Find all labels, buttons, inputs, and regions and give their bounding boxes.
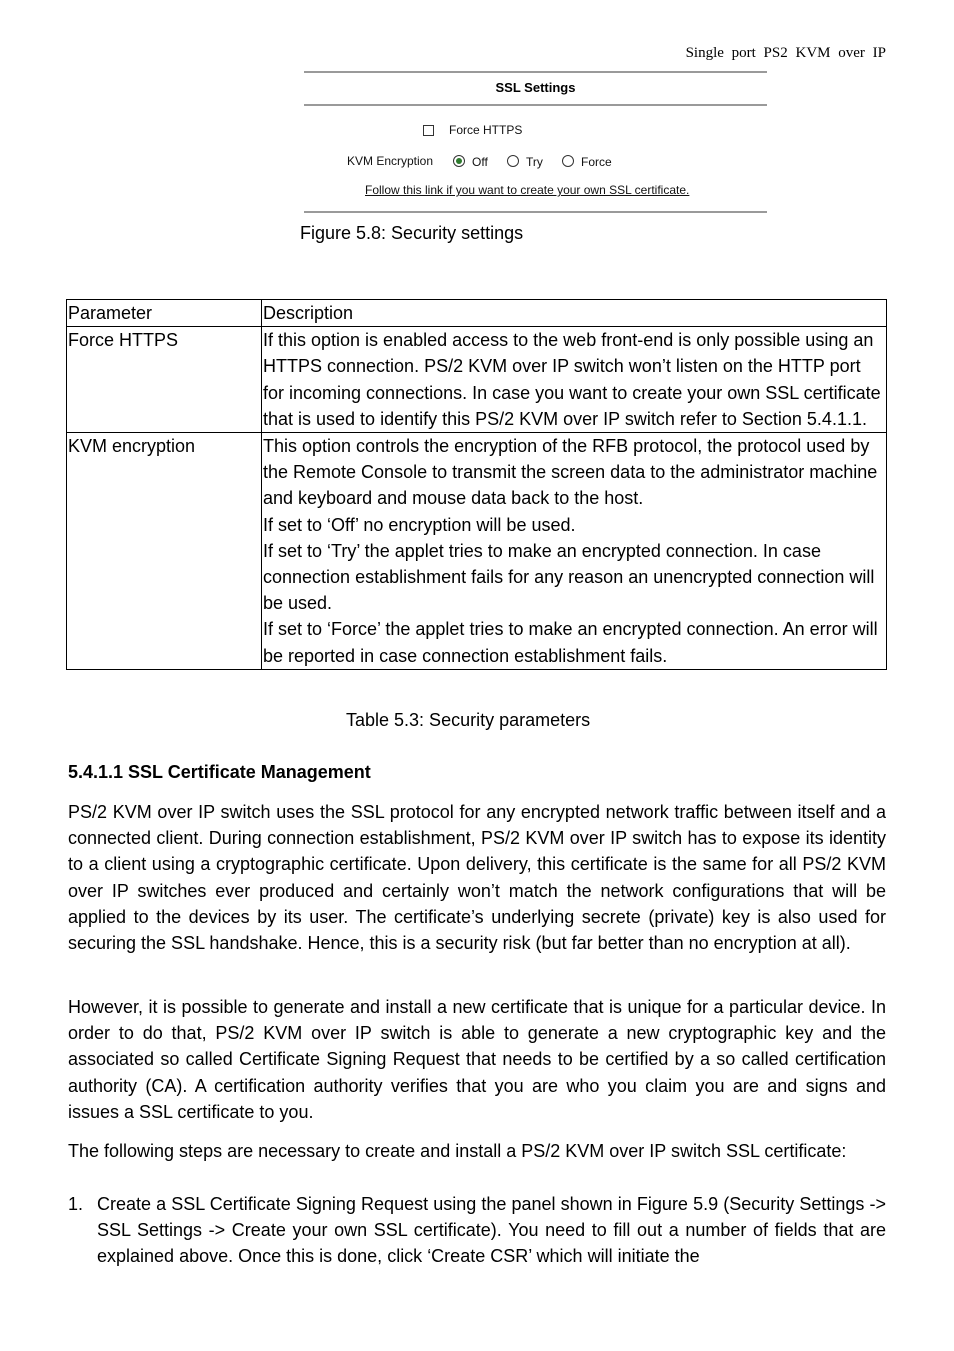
radio-off-label: Off [472, 155, 488, 169]
desc-line: If set to ‘Try’ the applet tries to make an encrypted connection. In case connection establishment fails for any reason an unencrypted connection will be used. [263, 540, 875, 614]
force-https-checkbox[interactable] [423, 125, 434, 136]
radio-force-label: Force [581, 155, 612, 169]
list-number: 1. [68, 1194, 84, 1214]
paragraph: However, it is possible to generate and install a new certificate that is unique for a particular device. In order to do that, PS/2 KVM over IP switch is able to generate a new cryptographic key and the associated so called Certificate Signing Request that needs to be certified by a so called certification authority (CA). A certification authority verifies that you are who you claim you are and signs and issues a SSL certificate to you. [68, 997, 886, 1122]
desc-line: If set to ‘Off’ no encryption will be used. [263, 514, 576, 535]
list-item [68, 1191, 886, 1270]
header-parameter: Parameter [67, 300, 262, 327]
figure-top-rule [304, 71, 767, 73]
kvm-encryption-label: KVM Encryption [347, 154, 434, 168]
param-force-https: Force HTTPS [67, 327, 262, 433]
section-heading: 5.4.1.1 SSL Certificate Management [68, 762, 371, 782]
paragraph: The following steps are necessary to create and install a PS/2 KVM over IP switch SSL certificate: [68, 1141, 847, 1161]
radio-off[interactable] [453, 155, 465, 167]
paragraph: PS/2 KVM over IP switch uses the SSL protocol for any encrypted network traffic between itself and a connected client. During connection establishment, PS/2 KVM over IP switch has to expose its identity to a client using a cryptographic certificate. Upon delivery, this certificate is the same for all PS/2 KVM over IP switches ever produced and certainly won’t match the network configurations that will be applied to the devices by its user. The certificate’s underlying secrete (private) key is also used for securing the SSL handshake. Hence, this is a security risk (but far better than no encryption at all). [68, 802, 886, 954]
param-kvm-encryption: KVM encryption [67, 433, 262, 670]
table-row [67, 433, 887, 670]
security-parameters-table [66, 299, 887, 670]
figure-caption: Figure 5.8: Security settings [300, 223, 524, 243]
radio-try[interactable] [507, 155, 519, 167]
figure-title-rule [304, 104, 767, 106]
desc-force-https [262, 327, 887, 433]
desc-line: If this option is enabled access to the web front-end is only possible using an HTTPS connection. PS/2 KVM over IP switch won’t listen on the HTTP port for incoming connections. In case you want to create your own SSL certificate that is used to identify this PS/2 KVM over IP switch refer to Section 5.4.1.1. [263, 330, 881, 429]
ssl-settings-title: SSL Settings [495, 80, 576, 95]
radio-try-label: Try [526, 155, 543, 169]
desc-line: This option controls the encryption of the RFB protocol, the protocol used by the Remote Console to transmit the screen data to the administrator machine and keyboard and mouse data back to the host. [263, 436, 878, 509]
radio-force[interactable] [562, 155, 574, 167]
table-row [67, 327, 887, 433]
desc-line: If set to ‘Force’ the applet tries to make an encrypted connection. An error will be reported in case connection establishment fails. [263, 619, 878, 666]
page-header: Single port PS2 KVM over IP [685, 45, 886, 61]
figure-bottom-rule [304, 211, 767, 213]
header-description: Description [262, 300, 887, 327]
desc-kvm-encryption [262, 433, 887, 670]
list-text: Create a SSL Certificate Signing Request using the panel shown in Figure 5.9 (Security Settings -> SSL Settings -> Create your own SSL certificate). You need to fill out a number of fields that are explained above. Once this is done, click ‘Create CSR’ which will initiate the [97, 1194, 886, 1267]
table-caption: Table 5.3: Security parameters [346, 710, 591, 730]
table-header-row [67, 300, 887, 327]
create-ssl-certificate-link[interactable]: Follow this link if you want to create your own SSL certificate. [365, 183, 690, 197]
force-https-label: Force HTTPS [449, 123, 523, 137]
